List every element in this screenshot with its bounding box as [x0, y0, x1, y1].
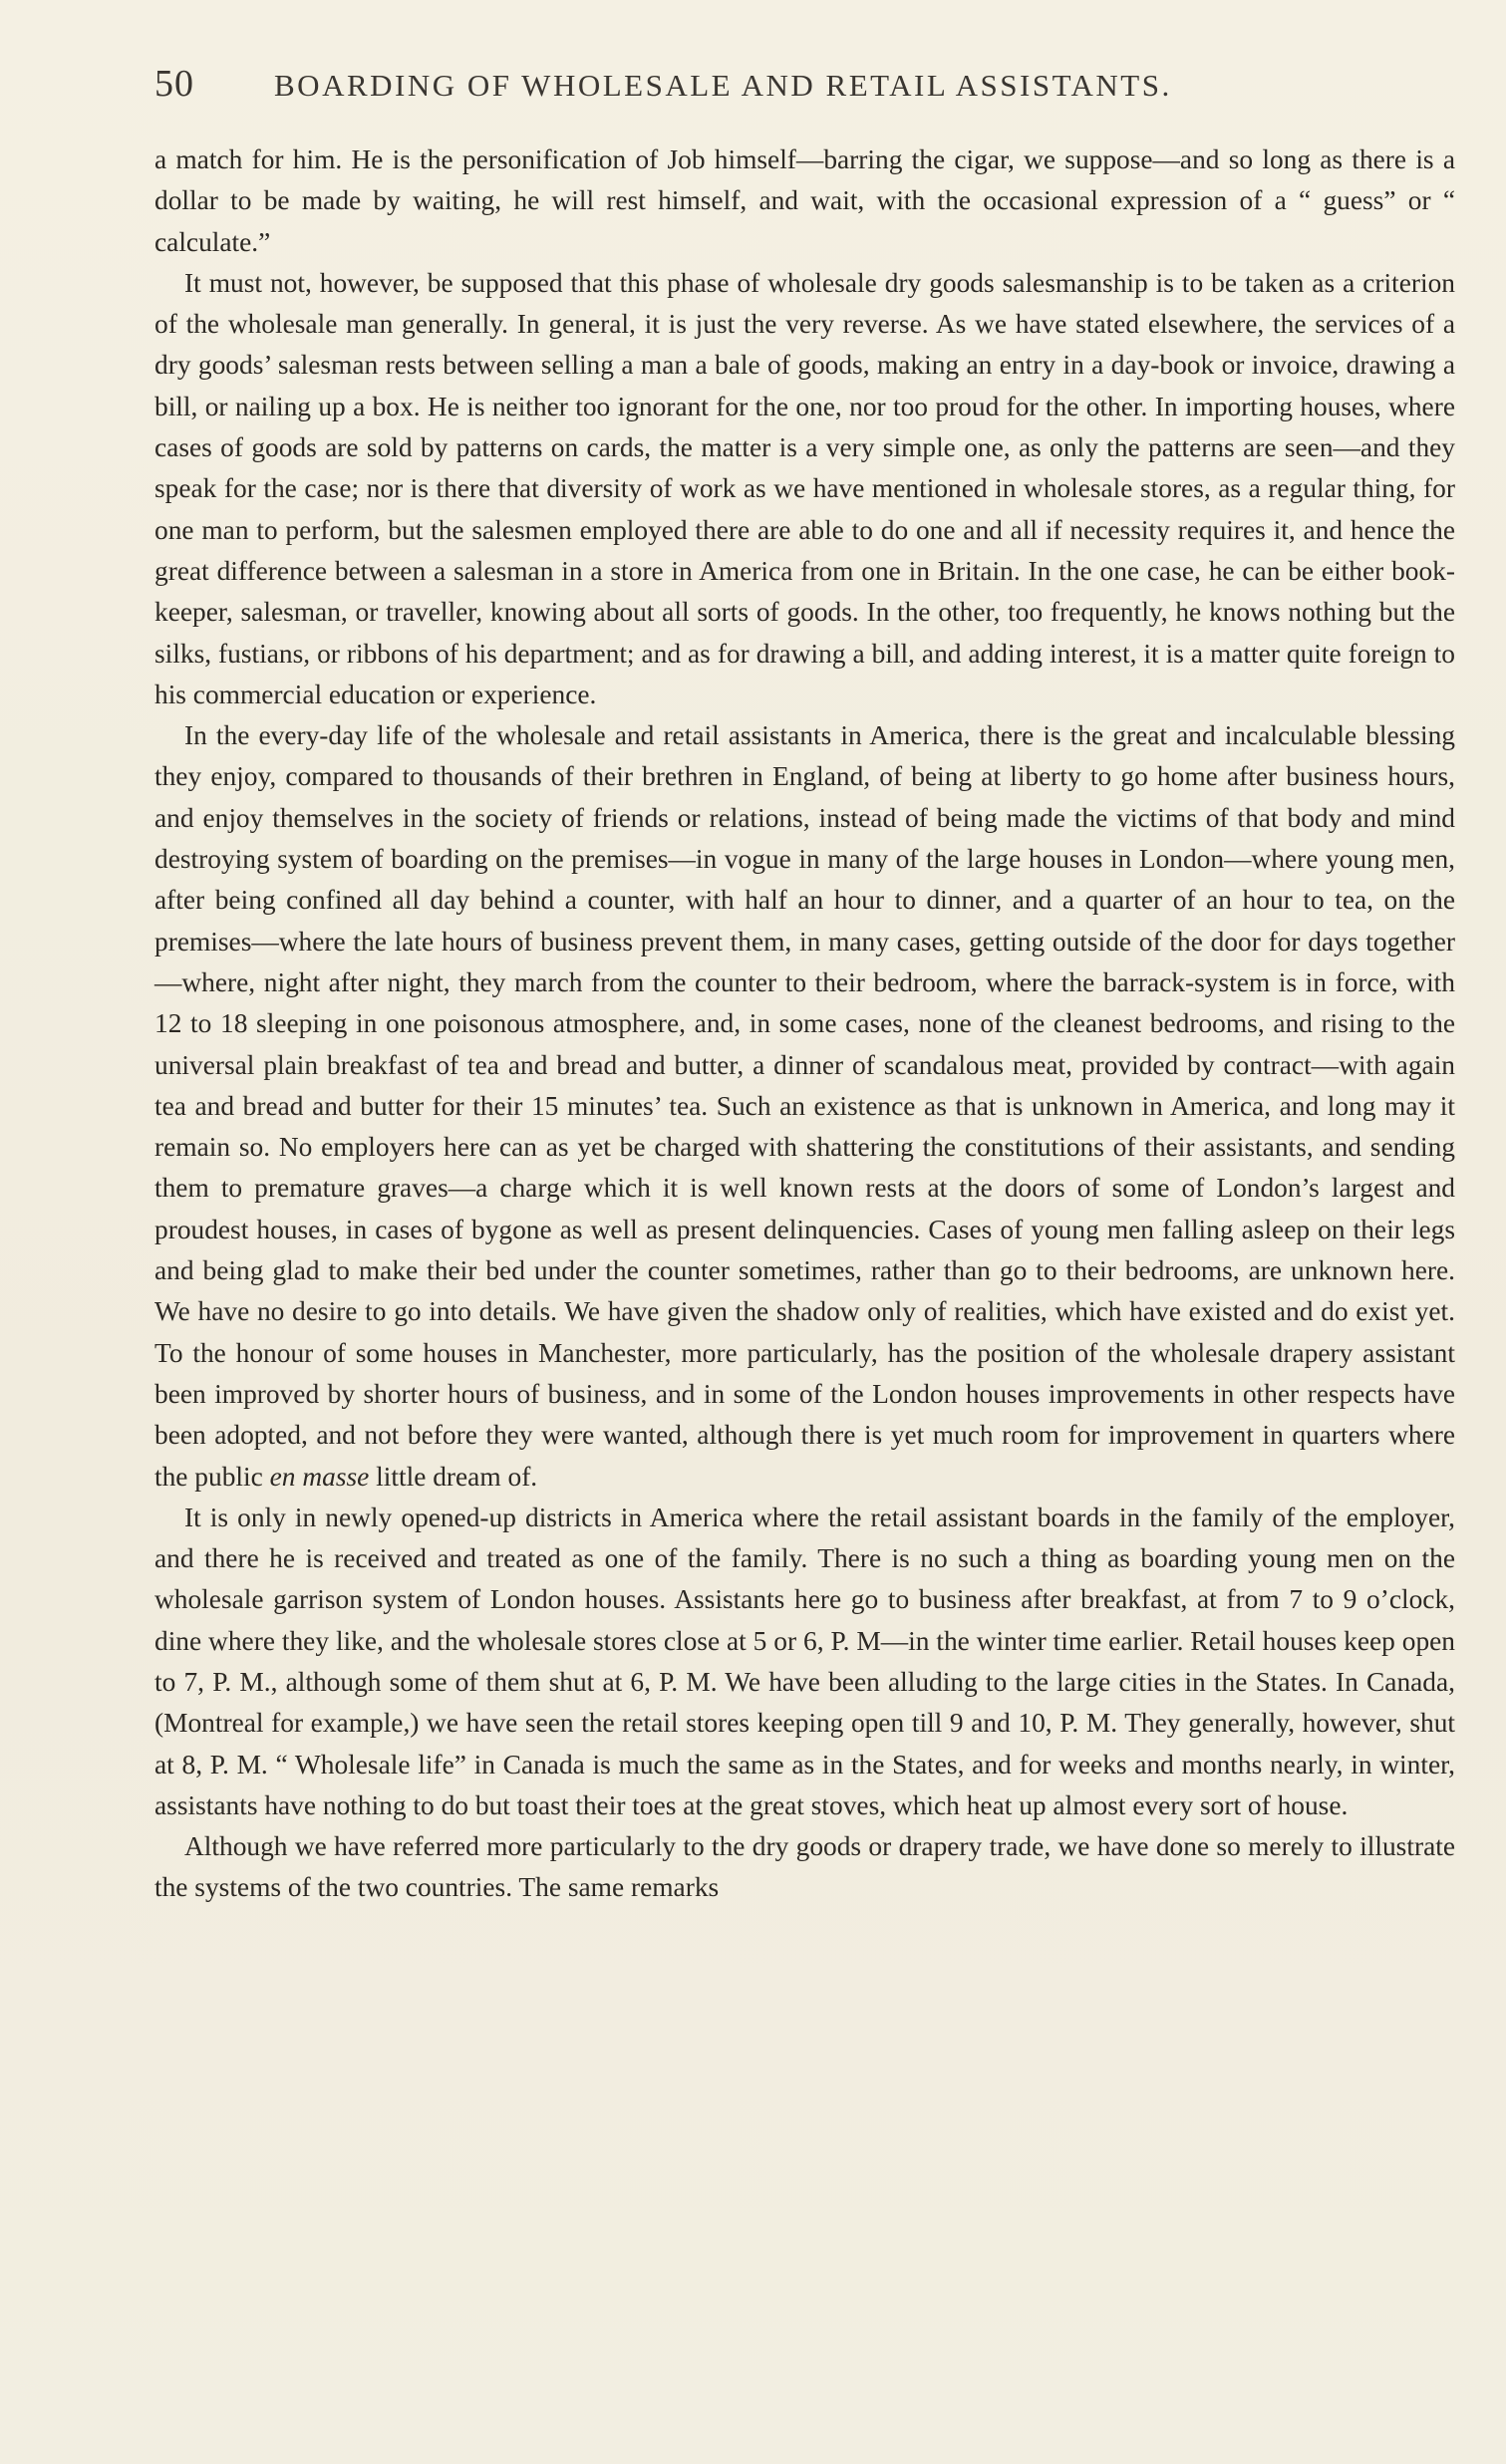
- paragraph-salesmanship: It must not, however, be supposed that this phase of wholesale dry goods salesmanship is to be taken as a criterion of the wholesale man generally. In general, it is just the very reverse. As we have stated elsewhere, the services of a dry goods’ salesman rests between selling a man a bale of goods, making an entry in a day-book or invoice, drawing a bill, or nailing up a box. He is neither too ignorant for the one, nor too proud for the other. In importing houses, where cases of goods are sold by patterns on cards, the matter is a very simple one, as only the patterns are seen—and they speak for the case; nor is there that diversity of work as we have mentioned in wholesale stores, as a regular thing, for one man to perform, but the salesmen employed there are able to do one and all if necessity requires it, and hence the great difference between a salesman in a store in America from one in Britain. In the one case, he can be either book-keeper, salesman, or traveller, knowing about all sorts of goods. In the other, too frequently, he knows nothing but the silks, fustians, or ribbons of his department; and as for drawing a bill, and adding interest, it is a matter quite foreign to his commercial education or experience.: [154, 267, 1455, 709]
- paragraph-drapery-trade: Although we have referred more particularly to the dry goods or drapery trade, we have done so merely to illustrate the systems of the two countries. The same remarks: [154, 1831, 1455, 1903]
- paragraph-continuation: a match for him. He is the personification of Job himself—barring the cigar, we suppose—and so long as there is a dollar to be made by waiting, he will rest himself, and wait, with the occasional expression of a “ guess” or “ calculate.”: [154, 144, 1455, 257]
- italic-phrase: en masse: [269, 1461, 370, 1492]
- paragraph-boarding-system-text: In the every-day life of the wholesale and retail assistants in America, there is the great and incalculable blessing they enjoy, compared to thousands of their brethren in England, of being at liberty to go home after business hours, and enjoy themselves in the society of friends or relations, instead of being made the victims of that body and mind destroying system of boarding on the premises—in vogue in many of the large houses in London—where young men, after being confined all day behind a counter, with half an hour to dinner, and a quarter of an hour to tea, on the premises—where the late hours of business prevent them, in many cases, getting outside of the door for days together—where, night after night, they march from the counter to their bedroom, where the barrack-system is in force, with 12 to 18 sleeping in one poisonous atmosphere, and, in some cases, none of the cleanest bedrooms, and rising to the universal plain breakfast of tea and bread and butter, a dinner of scandalous meat, provided by contract—with again tea and bread and butter for their 15 minutes’ tea. Such an existence as that is unknown in America, and long may it remain so. No employers here can as yet be charged with shattering the constitutions of their assistants, and sending them to premature graves—a charge which it is well known rests at the doors of some of London’s largest and proudest houses, in cases of bygone as well as present delinquencies. Cases of young men falling asleep on their legs and being glad to make their bed under the counter sometimes, rather than go to their bedrooms, are unknown here. We have no desire to go into details. We have given the shadow only of realities, which have existed and do exist yet. To the honour of some houses in Manchester, more particularly, has the position of the wholesale drapery assistant been improved by shorter hours of business, and in some of the London houses improvements in other respects have been adopted, and not before they were wanted, although there is yet much room for improvement in quarters where the public: [154, 720, 1455, 1492]
- paragraph-boarding-system: [154, 715, 1455, 1498]
- body-text: [154, 139, 1455, 1909]
- page-number: 50: [154, 63, 194, 105]
- paragraph-boarding-system-end: little dream of.: [376, 1461, 538, 1492]
- running-head: BOARDING OF WHOLESALE AND RETAIL ASSISTANTS.: [274, 68, 1172, 103]
- page-header: [154, 62, 1341, 112]
- paragraph-new-districts: It is only in newly opened-up districts in America where the retail assistant boards in the family of the employer, and there he is received and treated as one of the family. There is no such a thing as boarding young men on the wholesale garrison system of London houses. Assistants here go to business after breakfast, at from 7 to 9 o’clock, dine where they like, and the wholesale stores close at 5 or 6, P. M—in the winter time earlier. Retail houses keep open to 7, P. M., although some of them shut at 6, P. M. We have been alluding to the large cities in the States. In Canada, (Montreal for example,) we have seen the retail stores keeping open till 9 and 10, P. M. They generally, however, shut at 8, P. M. “ Wholesale life” in Canada is much the same as in the States, and for weeks and months nearly, in winter, assistants have nothing to do but toast their toes at the great stoves, which heat up almost every sort of house.: [154, 1502, 1455, 1820]
